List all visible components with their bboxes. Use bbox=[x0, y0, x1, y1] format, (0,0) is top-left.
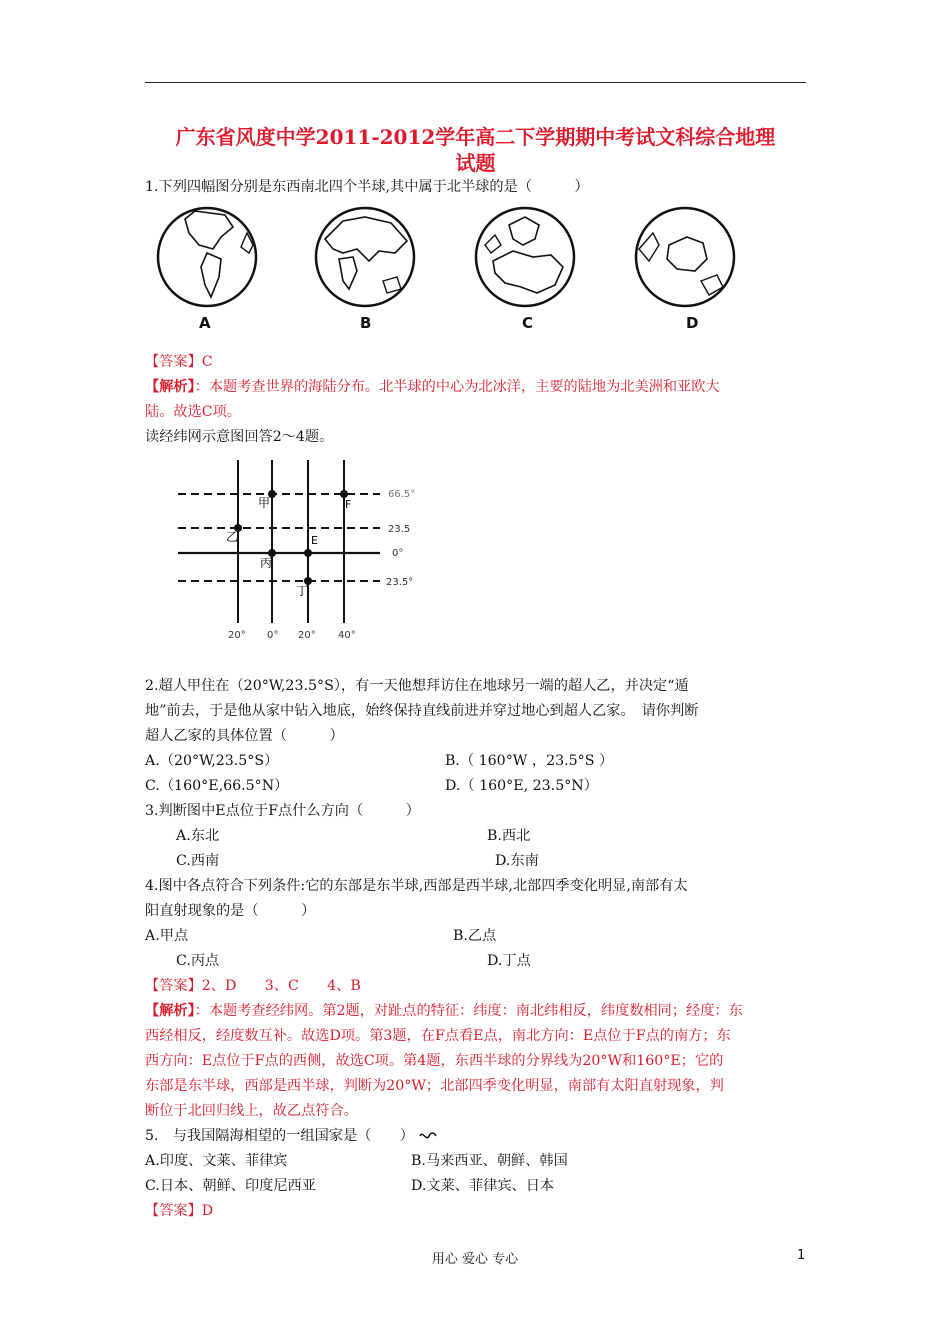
q4-option-d: D.丁点 bbox=[487, 953, 531, 969]
footer-motto: 用心 爱心 专心 bbox=[431, 1252, 519, 1267]
lon-label: 20° bbox=[298, 630, 316, 641]
q2-option-b: B.（ 160°W ，23.5°S ） bbox=[445, 753, 614, 769]
point-label: 丙 bbox=[260, 556, 273, 570]
lat-label: 23.5° bbox=[386, 577, 414, 588]
point-f bbox=[340, 490, 348, 498]
point-e bbox=[304, 549, 312, 557]
lat-label: 66.5° bbox=[388, 489, 416, 500]
q2-stem-2: 地”前去，于是他从家中钻入地底，始终保持直线前进并穿过地心到超人乙家。 请你判断 bbox=[145, 703, 699, 719]
q4-option-b: B.乙点 bbox=[453, 928, 497, 944]
q3-option-d: D.东南 bbox=[495, 853, 539, 869]
answer-value: C bbox=[201, 354, 213, 370]
q5-option-c: C.日本、朝鲜、印度尼西亚 bbox=[145, 1178, 316, 1194]
q5-stem-text: 5. 与我国隔海相望的一组国家是（ ） bbox=[145, 1128, 414, 1144]
answer-value: D bbox=[201, 1203, 214, 1219]
point-label: E bbox=[311, 534, 318, 547]
point-label: F bbox=[345, 498, 352, 511]
lat-label: 23.5 bbox=[388, 524, 411, 535]
q1-analysis bbox=[145, 375, 810, 399]
grid-figure bbox=[170, 455, 430, 650]
q5-answer bbox=[145, 1199, 810, 1223]
q1-answer bbox=[145, 350, 810, 374]
q4-option-c: C.丙点 bbox=[176, 953, 220, 969]
lon-label: 40° bbox=[338, 630, 356, 641]
lon-label: 20° bbox=[228, 630, 246, 641]
q2-option-d: D.（ 160°E, 23.5°N） bbox=[445, 778, 598, 794]
point-label: 丁 bbox=[296, 584, 309, 598]
squiggle-icon bbox=[418, 1130, 438, 1142]
q3-option-b: B.西北 bbox=[487, 828, 531, 844]
q1-analysis-cont: 陆。故选C项。 bbox=[145, 404, 241, 420]
q3-option-a: A.东北 bbox=[176, 828, 220, 844]
doc-title-cont: 试题 bbox=[455, 151, 496, 175]
point-label: 甲 bbox=[258, 496, 271, 510]
label-d: D bbox=[686, 314, 699, 332]
doc-title: 广东省风度中学2011-2012学年高二下学期期中考试文科综合地理 bbox=[175, 125, 776, 149]
q5-option-d: D.文莱、菲律宾、日本 bbox=[411, 1178, 555, 1194]
lon-label: 0° bbox=[267, 630, 279, 641]
hemisphere-c-figure bbox=[473, 205, 578, 310]
point-label: 乙 bbox=[226, 530, 239, 544]
label-c: C bbox=[522, 314, 534, 332]
label-a: A bbox=[199, 314, 211, 332]
q5-option-a: A.印度、文莱、菲律宾 bbox=[145, 1153, 288, 1169]
q1-stem: 1.下列四幅图分别是东西南北四个半球,其中属于北半球的是（ ） bbox=[145, 179, 589, 195]
q3-option-c: C.西南 bbox=[176, 853, 220, 869]
q2-option-a: A.（20°W,23.5°S） bbox=[145, 753, 279, 769]
ans24-analysis-2: 西经相反，经度数互补。故选D项。第3题，在F点看E点，南北方向：E点位于F点的南方；东 bbox=[145, 1028, 731, 1044]
q3-stem: 3.判断图中E点位于F点什么方向（ ） bbox=[145, 803, 420, 819]
ans24-analysis-4: 东部是东半球，西部是西半球，判断为20°W；北部四季变化明显，南部有太阳直射现象，判 bbox=[145, 1078, 724, 1094]
ans24-answer bbox=[145, 974, 810, 998]
q2-stem-1: 2.超人甲住在（20°W,23.5°S），有一天他想拜访住在地球另一端的超人乙，并决定“遁 bbox=[145, 678, 689, 694]
q4-stem-1: 4.图中各点符合下列条件:它的东部是东半球,西部是西半球,北部四季变化明显,南部有太 bbox=[145, 878, 688, 894]
answer-tag: 【答案】 bbox=[145, 354, 202, 370]
hemisphere-a-figure bbox=[155, 205, 260, 310]
q2-option-c: C.（160°E,66.5°N） bbox=[145, 778, 289, 794]
ans24-analysis-1 bbox=[145, 999, 810, 1023]
q4-stem-2: 阳直射现象的是（ ） bbox=[145, 903, 316, 919]
hemisphere-b-figure bbox=[313, 205, 418, 310]
ans24-analysis-5: 断位于北回归线上，故乙点符合。 bbox=[145, 1103, 358, 1119]
lat-label: 0° bbox=[392, 548, 404, 559]
intro-line: 读经纬网示意图回答2～4题。 bbox=[145, 429, 334, 445]
q5-stem bbox=[145, 1124, 810, 1148]
hemisphere-d-figure bbox=[633, 205, 738, 310]
label-b: B bbox=[360, 314, 372, 332]
q2-stem-3: 超人乙家的具体位置（ ） bbox=[145, 728, 344, 744]
analysis-text: ：本题考查世界的海陆分布。北半球的中心为北冰洋，主要的陆地为北美洲和亚欧大 bbox=[194, 379, 720, 395]
header-rule bbox=[145, 82, 806, 83]
q5-option-b: B.马来西亚、朝鲜、韩国 bbox=[411, 1153, 568, 1169]
answer-tag: 【答案】 bbox=[145, 1203, 202, 1219]
page-number: 1 bbox=[797, 1248, 806, 1263]
ans24-analysis-3: 西方向：E点位于F点的西侧，故选C项。第4题，东西半球的分界线为20°W和160°E；它的 bbox=[145, 1053, 724, 1069]
answer-tag: 【答案】 bbox=[145, 978, 202, 994]
analysis-tag: 【解析】 bbox=[145, 379, 195, 395]
analysis-tag: 【解析】 bbox=[145, 1003, 195, 1019]
q4-option-a: A.甲点 bbox=[145, 928, 189, 944]
analysis-text: ：本题考查经纬网。第2题，对趾点的特征：纬度：南北纬相反，纬度数相同；经度：东 bbox=[194, 1003, 743, 1019]
answer-value: 2、D 3、C 4、B bbox=[201, 978, 361, 994]
